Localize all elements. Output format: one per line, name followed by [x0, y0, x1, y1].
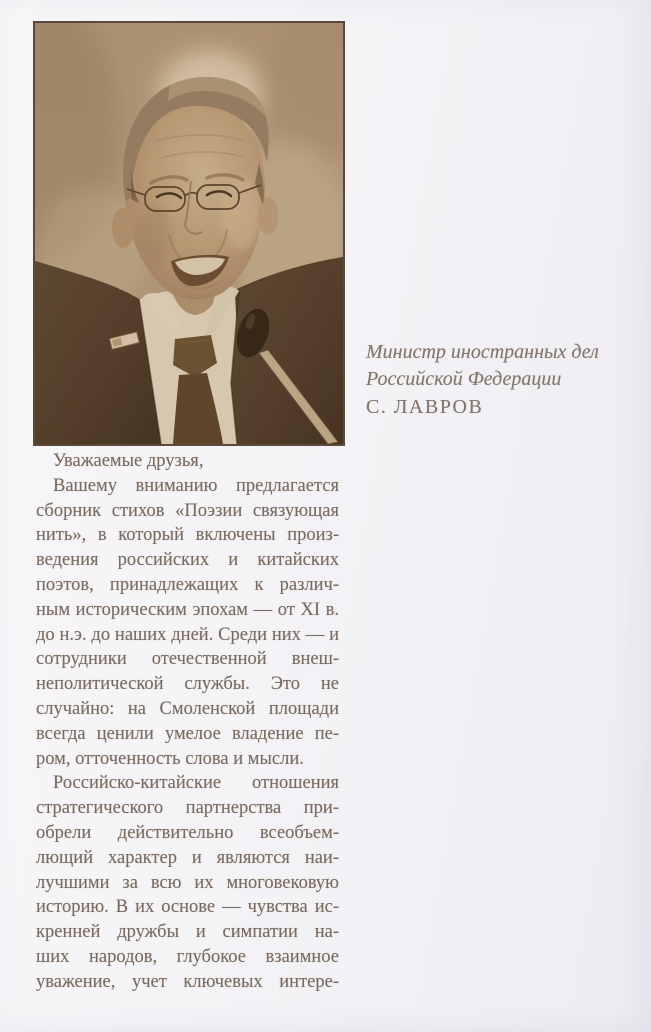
body-text-line: ших народов, глубокое взаимное [36, 946, 339, 967]
body-text-line: поэтов, принадлежащих к различ- [36, 574, 339, 595]
body-text-line: обрели действительно всеобъем- [36, 822, 339, 843]
body-text-line: стратегического партнерства при- [36, 798, 339, 819]
body-text-line: ведения российских и китайских [36, 550, 339, 571]
body-text-column [36, 449, 339, 995]
body-text-line: сотрудники отечественной внеш- [36, 649, 339, 670]
body-text-line: Уважаемые друзья, [53, 451, 204, 471]
body-text-line: ным историческим эпохам — от XI в. [36, 599, 339, 620]
sepia-portrait-photo [35, 23, 343, 444]
body-text-line: случайно: на Смоленской площади [36, 698, 339, 719]
body-text-line: ром, отточенность слова и мысли. [36, 748, 304, 769]
caption-line-2: Российской Федерации [366, 368, 562, 390]
caption-line-1: Министр иностранных дел [366, 341, 599, 363]
body-text-line: нить», в который включены произ- [36, 525, 339, 546]
body-text-line: сборник стихов «Поэзии связующая [36, 500, 339, 521]
body-text-line: кренней дружбы и симпатии на- [36, 922, 339, 943]
portrait-photo [33, 21, 345, 446]
body-text-line: до н.э. до наших дней. Среди них — и [36, 624, 339, 645]
body-text-line: Вашему вниманию предлагается [53, 475, 339, 496]
body-text-line: уважение, учет ключевых интере- [36, 971, 339, 992]
body-text-line: Российско-китайские отношения [53, 773, 339, 794]
photo-caption [366, 339, 632, 421]
body-text-line: лучшими за всю их многовековую [36, 872, 339, 893]
body-text-line: историю. В их основе — чувства ис- [36, 897, 339, 918]
body-text-line: лющий характер и являются наи- [36, 847, 339, 868]
caption-line-3: С. ЛАВРОВ [366, 396, 484, 418]
body-text-line: всегда ценили умелое владение пе- [36, 723, 339, 744]
body-text-line: неполитической службы. Это не [36, 674, 339, 695]
